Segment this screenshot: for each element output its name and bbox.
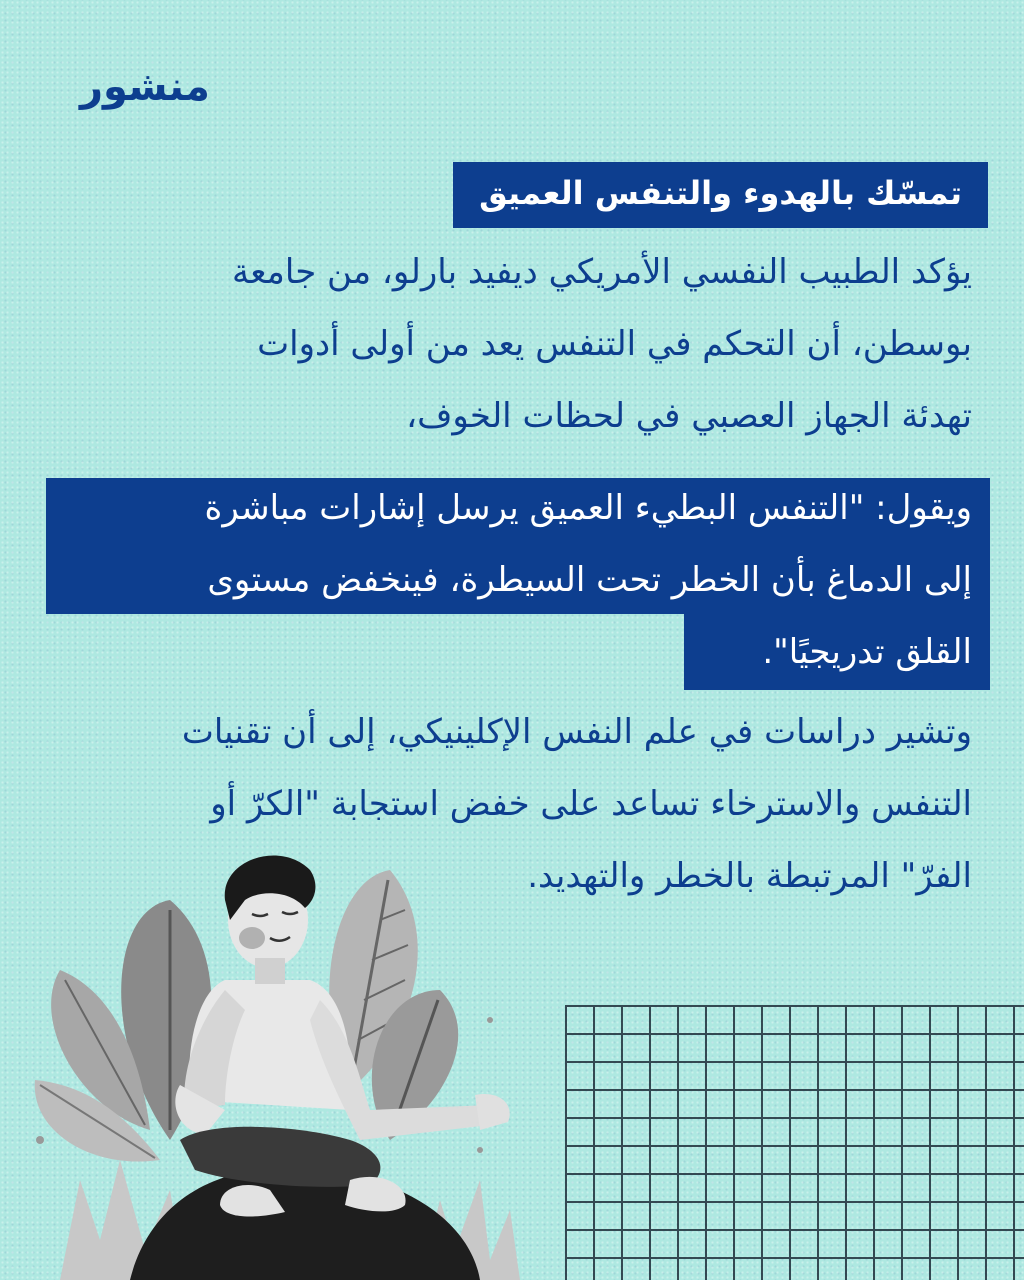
quote-line: ويقول: "التنفس البطيء العميق يرسل إشارات مباشرة bbox=[204, 488, 972, 528]
paragraph-line: بوسطن، أن التحكم في التنفس يعد من أولى أدوات bbox=[257, 324, 972, 364]
grid-pattern-icon bbox=[565, 1005, 1024, 1280]
head-icon bbox=[225, 856, 316, 984]
paragraph-line: الفرّ" المرتبطة بالخطر والتهديد. bbox=[527, 856, 972, 896]
brand-logo: منشور bbox=[80, 64, 210, 110]
meditating-person-with-plants-icon bbox=[20, 840, 540, 1280]
paragraph-intro bbox=[52, 236, 972, 452]
paragraph-line: وتشير دراسات في علم النفس الإكلينيكي، إلى أن تقنيات bbox=[181, 712, 972, 752]
quote-line: القلق تدريجيًا". bbox=[762, 632, 972, 672]
quote-line: إلى الدماغ بأن الخطر تحت السيطرة، فينخفض مستوى bbox=[207, 560, 972, 600]
paragraph-line: التنفس والاسترخاء تساعد على خفض استجابة "الكرّ أو bbox=[210, 784, 972, 824]
article-heading: تمسّك بالهدوء والتنفس العميق bbox=[453, 162, 988, 228]
paragraph-line: يؤكد الطبيب النفسي الأمريكي ديفيد بارلو، من جامعة bbox=[232, 252, 972, 292]
paragraph-line: تهدئة الجهاز العصبي في لحظات الخوف، bbox=[406, 396, 972, 436]
quote-block bbox=[52, 472, 972, 688]
